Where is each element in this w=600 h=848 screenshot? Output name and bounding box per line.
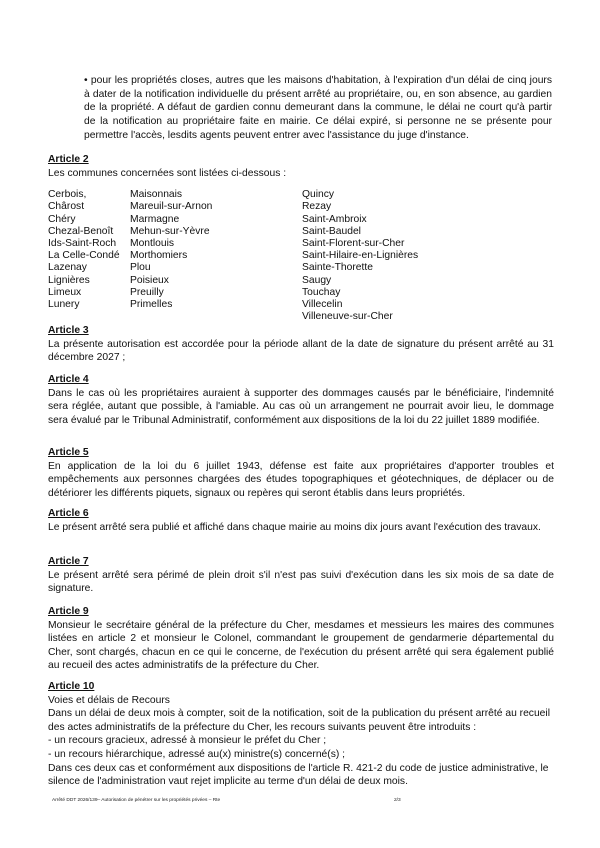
- commune-name: Primelles: [130, 298, 173, 310]
- commune-name: La Celle-Condé: [48, 250, 120, 262]
- article-2-title: Article 2: [48, 154, 89, 165]
- footer-reference: Arrêté DDT 2026/139– Autorisation de pénétrer sur les propriétés privées – Rte: [52, 798, 221, 803]
- commune-name: Saint-Baudel: [302, 225, 361, 237]
- commune-name: Lunery: [48, 298, 80, 310]
- article-3-text: La présente autorisation est accordée pour la période allant de la date de signature du présent arrêté au 31 décembre 2027 ;: [48, 338, 554, 364]
- commune-name: Montlouis: [130, 237, 175, 249]
- commune-name: Lignières: [48, 274, 90, 286]
- commune-name: Chârost: [48, 201, 85, 213]
- commune-name: Sainte-Thorette: [302, 262, 373, 274]
- article-6: [48, 507, 554, 534]
- commune-name: Marmagne: [130, 213, 180, 225]
- commune-name: Chéry: [48, 213, 76, 225]
- commune-name: Plou: [130, 262, 151, 274]
- commune-name: Preuilly: [130, 286, 164, 298]
- article-10-line: - un recours gracieux, adressé à monsieur le préfet du Cher ;: [48, 735, 327, 747]
- article-5: [48, 446, 554, 500]
- commune-name: Mareuil-sur-Arnon: [130, 201, 213, 213]
- article-4-title: Article 4: [48, 374, 89, 385]
- article-3: [48, 324, 554, 365]
- article-10-line: - un recours hiérarchique, adressé au(x) ministre(s) concerné(s) ;: [48, 748, 346, 760]
- article-9: [48, 605, 554, 673]
- commune-name: Saint-Florent-sur-Cher: [302, 237, 405, 249]
- commune-name: Villecelin: [302, 298, 343, 310]
- communes-column-1: [48, 189, 120, 311]
- article-2: [48, 153, 554, 334]
- article-4-text: Dans le cas où les propriétaires auraient à supporter des dommages causés par le bénéficiaire, l'indemnité sera réglée, autant que possible, à l'amiable. Au cas où un arrangement ne pourrait avoir lieu, le dommage sera évalué par le Tribunal Administratif, conformément aux dispositions de la loi du 22 juillet 1889 modifiée.: [48, 387, 554, 426]
- article-3-title: Article 3: [48, 325, 89, 336]
- article-2-text: Les communes concernées sont listées ci-dessous :: [48, 167, 287, 179]
- intro-paragraph: • pour les propriétés closes, autres que les maisons d'habitation, à l'expiration d'un délai de cinq jours à dater de la notification individuelle du présent arrêté au propriétaire, ou, en son absence, au gardien de la propriété. A défaut de gardien connu demeurant dans la commune, le délai ne court qu'à partir de la notification au propriétaire faite en mairie. Ce délai expiré, si personne ne se présente pour permettre l'accès, lesdits agents peuvent entrer avec l'assistance du juge d'instance.: [84, 75, 552, 141]
- article-5-title: Article 5: [48, 447, 89, 458]
- article-10-subtitle: Voies et délais de Recours: [48, 694, 170, 706]
- commune-name: Saugy: [302, 274, 332, 286]
- article-10: [48, 680, 554, 789]
- commune-name: Saint-Ambroix: [302, 213, 367, 225]
- commune-name: Lazenay: [48, 262, 87, 274]
- article-10-line: Dans un délai de deux mois à compter, soit de la notification, soit de la publication du présent arrêté au recueil des actes administratifs de la préfecture du Cher, les recours suivants peuvent être introduits :: [48, 708, 550, 733]
- article-10-line: Dans ces deux cas et conformément aux dispositions de l'article R. 421-2 du code de justice administrative, le silence de l'administration vaut rejet implicite au terme d'un délai de deux mois.: [48, 762, 549, 788]
- article-7-text: Le présent arrêté sera périmé de plein droit s'il n'est pas suivi d'exécution dans les six mois de sa date de signature.: [48, 569, 554, 595]
- commune-name: Touchay: [302, 286, 341, 298]
- article-7: [48, 555, 554, 596]
- commune-name: Poisieux: [130, 274, 169, 286]
- article-7-title: Article 7: [48, 556, 89, 567]
- commune-name: Ids-Saint-Roch: [48, 237, 117, 249]
- commune-name: Quincy: [302, 189, 335, 201]
- article-6-text: Le présent arrêté sera publié et affiché dans chaque mairie au moins dix jours avant l'exécution des travaux.: [48, 521, 541, 533]
- commune-name: Limeux: [48, 286, 82, 298]
- commune-name: Morthomiers: [130, 250, 188, 262]
- article-5-text: En application de la loi du 6 juillet 1943, défense est faite aux propriétaires d'apporter troubles et empêchements aux personnes chargées des études topographiques et géotechniques, de déplacer ou de détériorer les différents piquets, signaux ou repères qui seront établis dans leurs propriétés.: [48, 460, 554, 499]
- commune-name: Rezay: [302, 201, 332, 213]
- article-9-text: Monsieur le secrétaire général de la préfecture du Cher, mesdames et messieurs les maires des communes listées en article 2 et monsieur le Colonel, commandant le groupement de gendarmerie départemental du Cher, sont chargés, chacun en ce qui le concerne, de l'exécution du présent arrêté qui sera également publié au recueil des actes administratifs de la préfecture du Cher.: [48, 619, 554, 672]
- article-6-title: Article 6: [48, 508, 89, 519]
- article-9-title: Article 9: [48, 606, 89, 617]
- commune-name: Maisonnais: [130, 189, 183, 201]
- communes-list: [48, 189, 554, 334]
- article-10-title: Article 10: [48, 681, 95, 692]
- article-4: [48, 373, 554, 427]
- page-number: 2/3: [394, 798, 401, 803]
- communes-column-2: [130, 189, 212, 311]
- commune-name: Cerbois,: [48, 189, 87, 201]
- communes-column-3: [302, 189, 418, 323]
- commune-name: Chezal-Benoît: [48, 225, 114, 237]
- commune-name: Mehun-sur-Yèvre: [130, 225, 210, 237]
- commune-name: Villeneuve-sur-Cher: [302, 311, 393, 323]
- commune-name: Saint-Hilaire-en-Lignières: [302, 250, 419, 262]
